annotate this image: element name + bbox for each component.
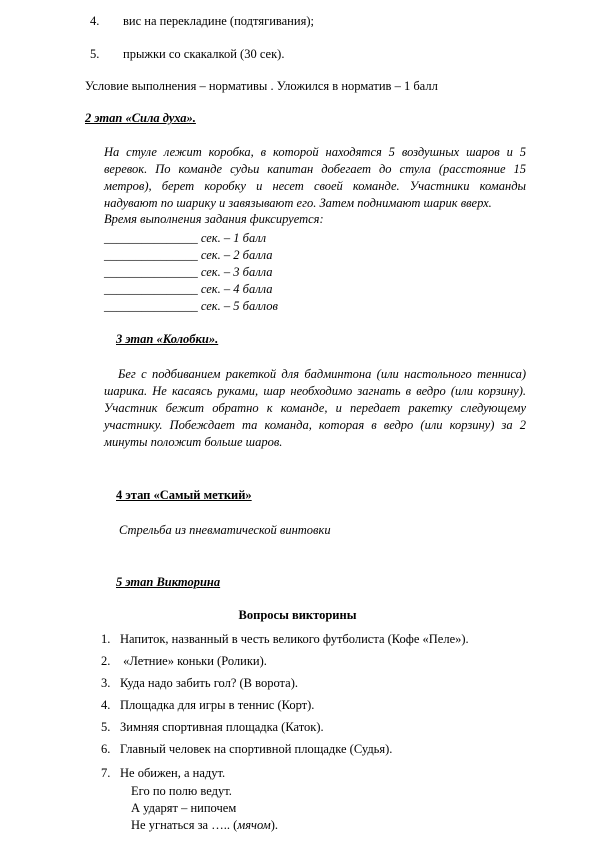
quiz-item: Площадка для игры в теннис (Корт). [120,698,315,712]
score-line: _______________ сек. – 2 балла [104,248,273,262]
poem-line-prefix: Не угнаться за ….. ( [131,818,238,832]
list-number: 5. [90,47,100,61]
poem-line [131,818,278,833]
poem-line-suffix: ). [270,818,279,832]
poem-line: Его по полю ведут. [131,784,232,798]
quiz-item: Главный человек на спортивной площадке (Судья). [120,742,393,756]
poem-answer: мячом [237,818,271,832]
stage2-paragraph: На стуле лежит коробка, в которой находятся 5 воздушных шаров и 5 веревок. По команде судьи капитан добегает до стула (расстояние 15 метров), берет коробку и несет своей команде. Участники команды надувают по шарику и завязывают его. Затем поднимают шарик вверх. [104,145,526,210]
poem-line: А ударят – нипочем [131,801,237,815]
quiz-number: 2. [101,654,111,668]
list-item-text: прыжки со скакалкой (30 сек). [123,47,285,61]
quiz-number: 5. [101,720,111,734]
quiz-number: 1. [101,632,111,646]
stage4-text: Стрельба из пневматической винтовки [119,523,331,537]
quiz-item: Зимняя спортивная площадка (Каток). [120,720,324,734]
quiz-number: 7. [101,766,111,780]
stage2-heading: 2 этап «Сила духа». [85,111,196,125]
quiz-number: 4. [101,698,111,712]
stage3-heading: 3 этап «Колобки». [116,332,219,346]
stage5-heading: 5 этап Викторина [116,575,221,589]
stage4-heading: 4 этап «Самый меткий» [116,488,252,502]
quiz-item: Не обижен, а надут. [120,766,226,780]
quiz-item: Напиток, названный в честь великого футболиста (Кофе «Пеле»). [120,632,469,646]
quiz-item: «Летние» коньки (Ролики). [120,654,267,668]
quiz-number: 6. [101,742,111,756]
quiz-title: Вопросы викторины [238,608,357,622]
score-line: _______________ сек. – 1 балл [104,231,267,245]
quiz-item: Куда надо забить гол? (В ворота). [120,676,298,690]
condition-text: Условие выполнения – нормативы . Уложился в норматив – 1 балл [85,79,438,93]
list-number: 4. [90,14,100,28]
score-line: _______________ сек. – 5 баллов [104,299,278,313]
score-line: _______________ сек. – 4 балла [104,282,273,296]
stage2-time-line: Время выполнения задания фиксируется: [104,212,324,226]
score-line: _______________ сек. – 3 балла [104,265,273,279]
list-item-text: вис на перекладине (подтягивания); [123,14,314,28]
quiz-number: 3. [101,676,111,690]
stage3-paragraph: Бег с подбиванием ракеткой для бадминтона (или настольного тенниса) шарика. Не касаясь руками, шар необходимо загнать в ведро (или корзину). Участник бежит обратно к команде, и передает ракетку следующему участнику. Побеждает та команда, которая в ведро (или корзину) за 2 минуты положит больше шаров. [104,367,526,449]
